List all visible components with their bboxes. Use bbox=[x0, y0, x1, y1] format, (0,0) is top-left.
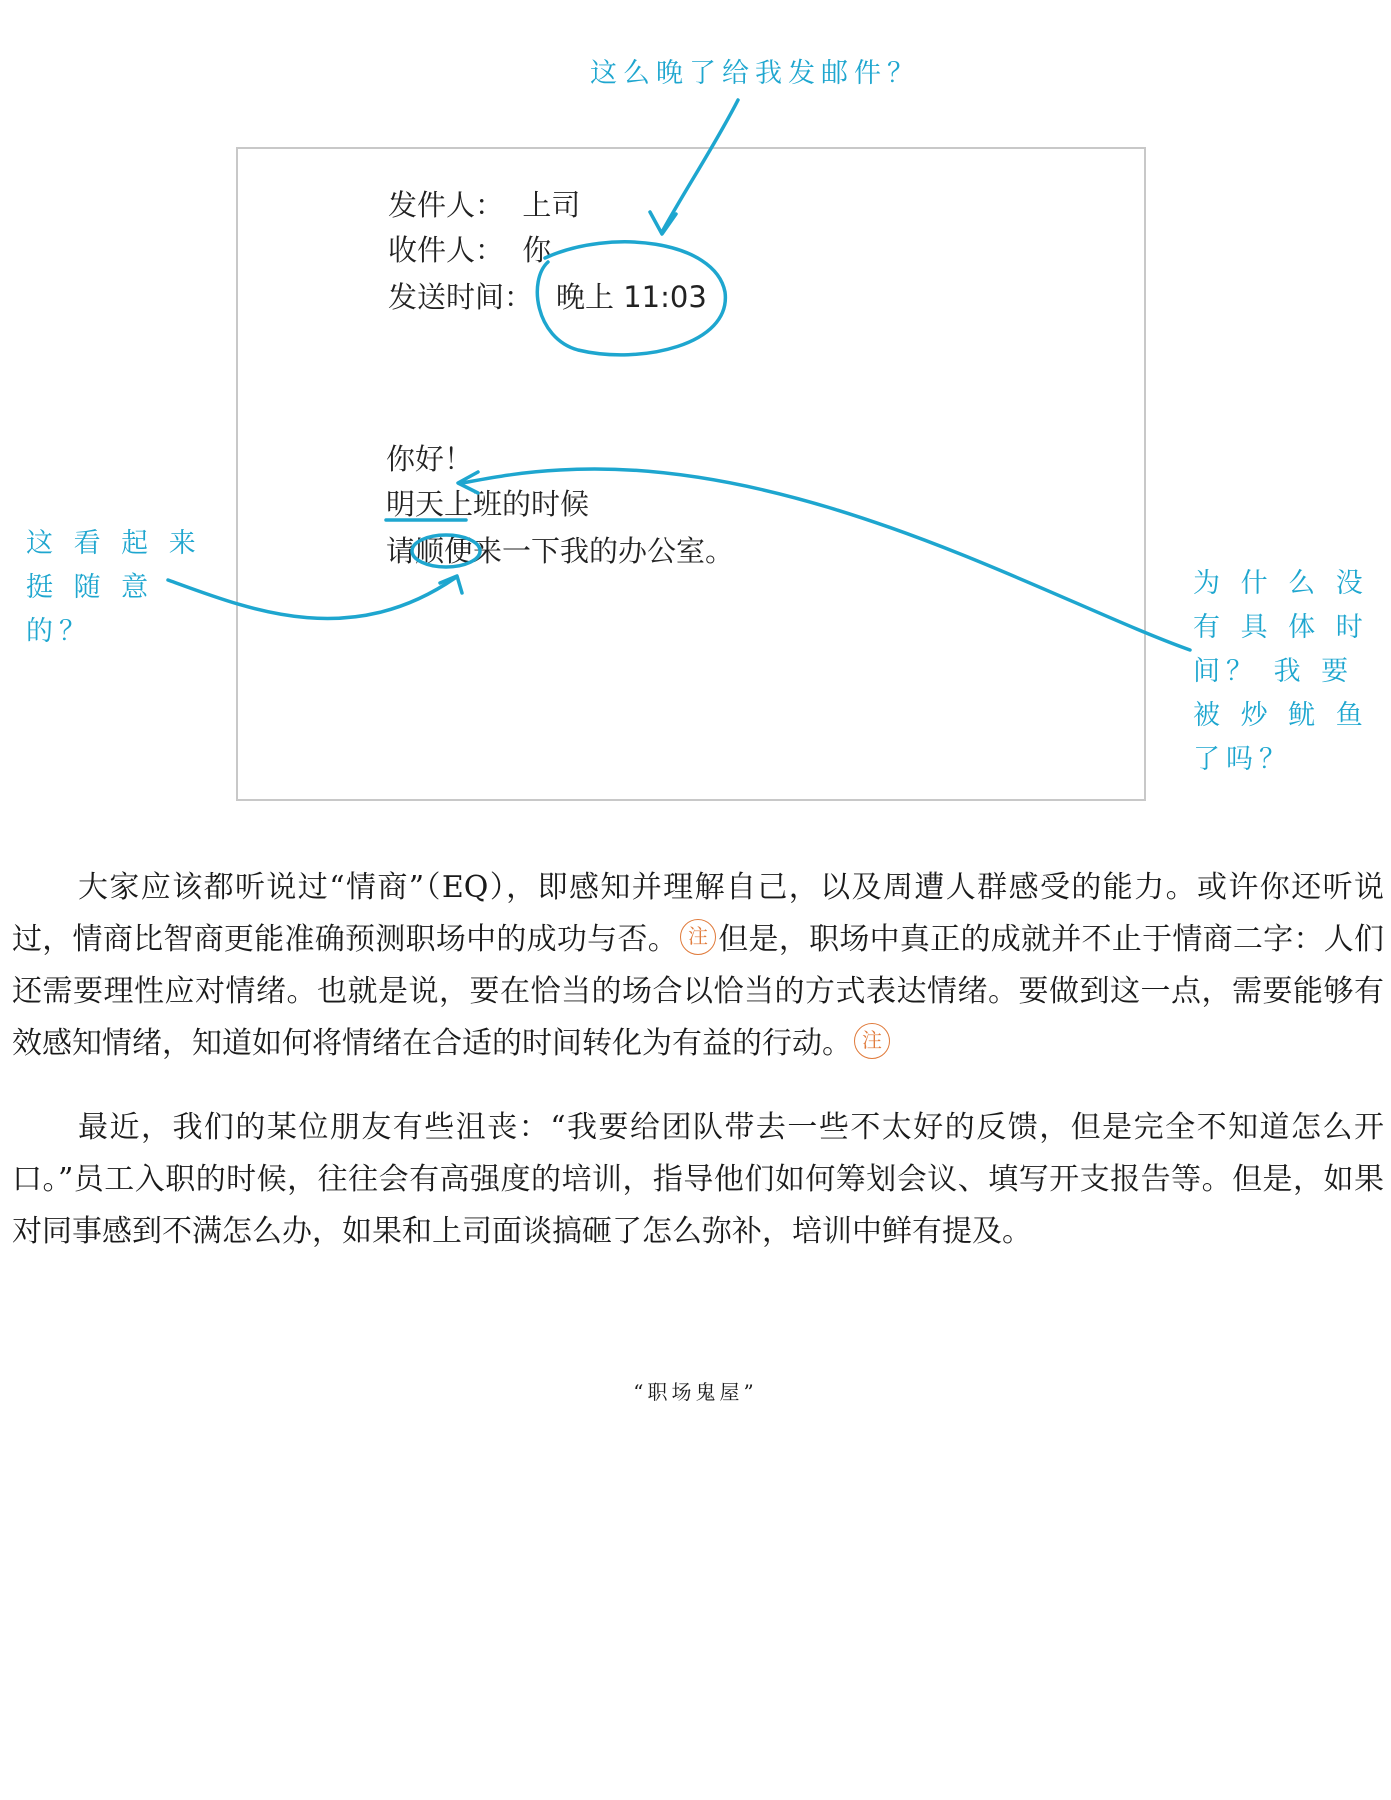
annotation-right-line: 为 什 么 没 bbox=[1193, 568, 1369, 599]
word-circle bbox=[412, 535, 480, 567]
top-arrow bbox=[662, 100, 738, 232]
annotation-left-line: 挺 随 意 bbox=[26, 572, 155, 603]
annotation-left-line: 的？ bbox=[26, 616, 92, 647]
paragraph-1-text-a: 大家应该都听说过“情商”（EQ），即感知并理解自己，以及周遭人群感受的能力。或许你还听说过，情商比智商更能准确预测职场中的成功与否。 bbox=[12, 870, 1384, 957]
annotation-top: 这么晚了给我发邮件？ bbox=[590, 58, 920, 89]
body-line-2: 请顺便来一下我的办公室。 bbox=[386, 534, 735, 568]
to-line: 收件人： 你 bbox=[388, 233, 552, 267]
annotation-marks bbox=[0, 0, 1391, 820]
annotation-right-line: 被 炒 鱿 鱼 bbox=[1193, 700, 1369, 731]
paragraph-2: 最近，我们的某位朋友有些沮丧：“我要给团队带去一些不太好的反馈，但是完全不知道怎么开口。”员工入职的时候，往往会有高强度的培训，指导他们如何筹划会议、填写开支报告等。但是，如果对同事感到不满怎么办，如果和上司面谈搞砸了怎么弥补，培训中鲜有提及。 bbox=[12, 1110, 1384, 1249]
time-label: 发送时间： bbox=[388, 280, 534, 314]
time-value: 晚上 11:03 bbox=[556, 280, 707, 314]
time-circle bbox=[537, 242, 725, 355]
annotation-left-line: 这 看 起 来 bbox=[26, 528, 202, 559]
body-line-1: 明天上班的时候 bbox=[386, 487, 590, 521]
footnote-marker[interactable]: 注 bbox=[854, 1023, 890, 1059]
paragraph-1-text-b: 但是，职场中真正的成就并不止于情商二字：人们还需要理性应对情绪。也就是说，要在恰当的场合以恰当的方式表达情绪。要做到这一点，需要能够有效感知情绪，知道如何将情绪在合适的时间转化为有益的行动。 bbox=[12, 922, 1384, 1061]
annotation-right-line: 了吗？ bbox=[1193, 744, 1292, 775]
right-arrow bbox=[462, 469, 1190, 650]
greeting: 你好！ bbox=[386, 442, 474, 476]
annotation-right-line: 有 具 体 时 bbox=[1193, 612, 1369, 643]
section-caption: “职场鬼屋” bbox=[633, 1380, 758, 1404]
paragraph-1 bbox=[12, 862, 1384, 1070]
footnote-marker[interactable]: 注 bbox=[680, 919, 716, 955]
annotation-right-line: 间？ 我 要 bbox=[1193, 656, 1355, 687]
from-line: 发件人： 上司 bbox=[388, 188, 581, 222]
article-body bbox=[12, 862, 1384, 1290]
email-illustration bbox=[0, 0, 1391, 820]
left-arrow bbox=[168, 578, 455, 618]
